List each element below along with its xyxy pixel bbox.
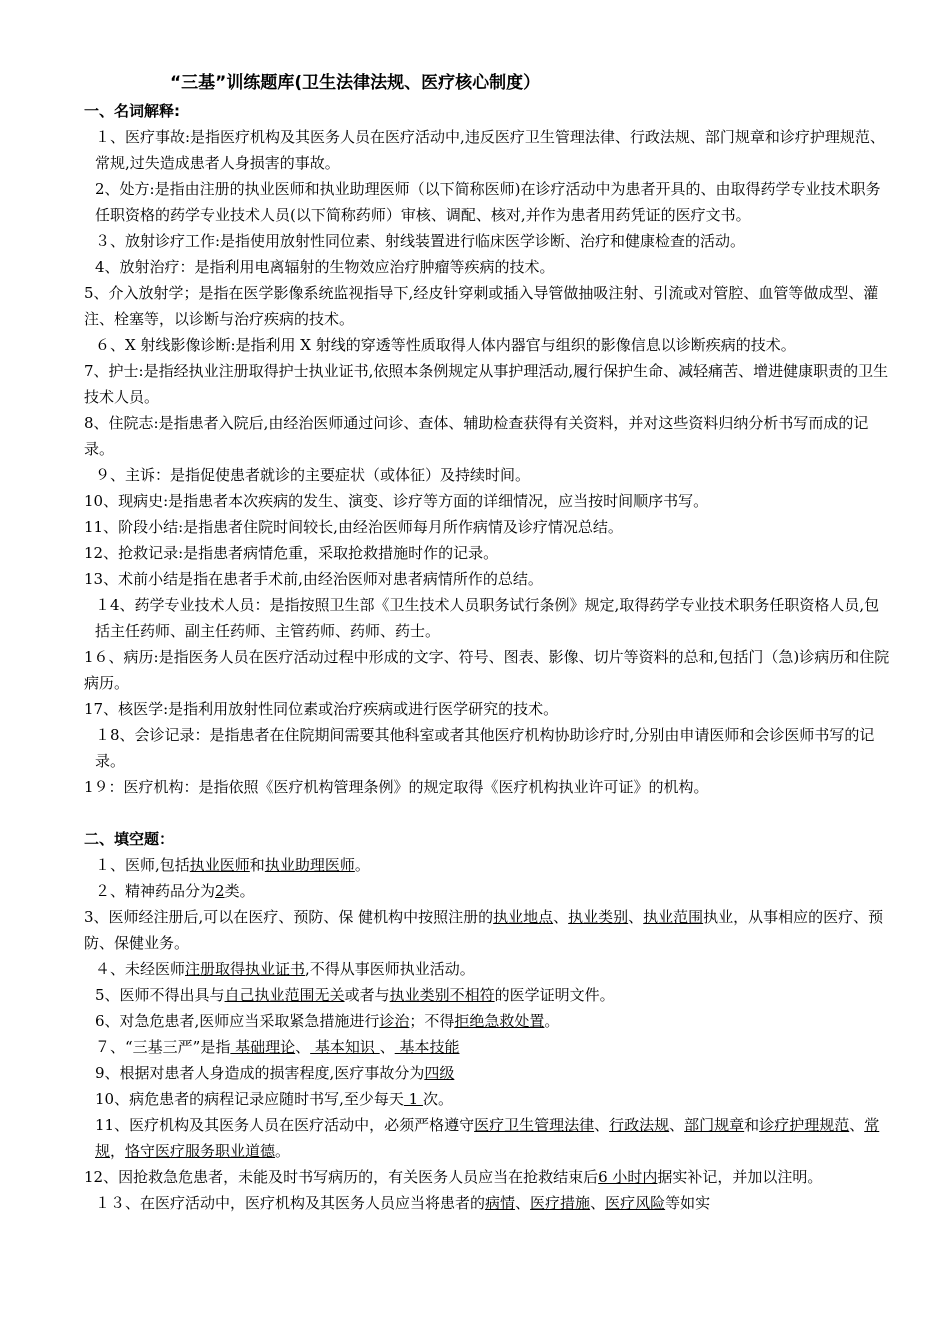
definition-item: 1６、病历:是指医务人员在医疗活动过程中形成的文字、符号、图表、影像、切片等资料的总和,包括门（急)诊病历和住院病历。	[84, 648, 890, 692]
question-text: 、	[669, 1116, 685, 1134]
definition-item: 10、现病史:是指患者本次疾病的发生、演变、诊疗等方面的详细情况，应当按时间顺序书写。	[84, 492, 709, 510]
answer-blank: 病情	[485, 1194, 516, 1212]
definition-item: 5、介入放射学；是指在医学影像系统监视指导下,经皮针穿刺或插入导管做抽吸注射、引流或对管腔、血管等做成型、灌注、栓塞等，以诊断与治疗疾病的技术。	[84, 284, 879, 328]
answer-blank: 注册取得执业证书	[185, 960, 306, 978]
fill-in-item	[84, 1008, 890, 1034]
question-text: 和	[744, 1116, 760, 1134]
question-text: 等如实	[665, 1194, 711, 1212]
answer-blank: 恪守医疗服务职业道德	[125, 1142, 276, 1160]
question-text: ７、“三基三严”是指	[95, 1038, 231, 1056]
fill-in-item	[84, 1164, 890, 1190]
answer-blank: 执业类别	[568, 908, 629, 926]
answer-blank: 2	[215, 882, 225, 900]
fill-in-item	[84, 852, 890, 878]
fill-in-item	[84, 1190, 890, 1216]
question-text: 、	[590, 1194, 606, 1212]
question-text: 11、医疗机构及其医务人员在医疗活动中，必须严格遵守	[95, 1116, 475, 1134]
definition-item: １、医疗事故:是指医疗机构及其医务人员在医疗活动中,违反医疗卫生管理法律、行政法规、部门规章和诊疗护理规范、常规,过失造成患者人身损害的事故。	[95, 128, 885, 172]
question-text: １３、在医疗活动中，医疗机构及其医务人员应当将患者的	[95, 1194, 486, 1212]
section-heading-fill-in: 二、填空题：	[84, 830, 175, 848]
answer-blank: 6 小时内	[598, 1168, 658, 1186]
answer-blank: 四级	[424, 1064, 455, 1082]
question-text: 。	[544, 1012, 560, 1030]
answer-blank: 基本技能	[394, 1038, 460, 1056]
answer-blank: 执业助理医师	[264, 856, 355, 874]
answer-blank: 基础理论	[230, 1038, 296, 1056]
fill-in-item	[84, 1086, 890, 1112]
definition-item: 7、护士:是指经执业注册取得护士执业证书,依照本条例规定从事护理活动,履行保护生命、减轻痛苦、增进健康职责的卫生技术人员。	[84, 362, 889, 406]
question-text: 次。	[422, 1090, 453, 1108]
question-text: １、医师,包括	[95, 856, 190, 874]
definition-item: 13、术前小结是指在患者手术前,由经治医师对患者病情所作的总结。	[84, 570, 543, 588]
spacer	[84, 800, 890, 826]
question-text: 、	[295, 1038, 311, 1056]
fill-in-item	[84, 1112, 890, 1164]
answer-blank: 诊治	[379, 1012, 410, 1030]
definition-item: １8、会诊记录：是指患者在住院期间需要其他科室或者其他医疗机构协助诊疗时,分别由申请医师和会诊医师书写的记录。	[95, 726, 875, 770]
fill-in-item	[84, 982, 890, 1008]
question-text: 执业，从事相应的医疗、预防、保健业务。	[84, 908, 884, 952]
question-text: ,不得从事医师执业活动。	[305, 960, 475, 978]
question-text: 。	[275, 1142, 291, 1160]
answer-blank: 执业范围	[643, 908, 704, 926]
question-text: 和	[249, 856, 265, 874]
definition-item: ３、放射诊疗工作:是指使用放射性同位素、射线装置进行临床医学诊断、治疗和健康检查的活动。	[95, 232, 746, 250]
question-text: 6、对急危患者,医师应当采取紧急措施进行	[95, 1012, 380, 1030]
document-title: “三基”训练题库(卫生法律法规、医疗核心制度）	[170, 73, 541, 93]
fill-in-item	[84, 1060, 890, 1086]
question-text: 9、根据对患者人身造成的损害程度,医疗事故分为	[95, 1064, 425, 1082]
fill-in-item	[84, 878, 890, 904]
question-text: ，	[110, 1142, 126, 1160]
question-text: ４、未经医师	[95, 960, 186, 978]
question-text: 3、医师经注册后,可以在医疗、预防、保 健机构中按照注册的	[84, 908, 494, 926]
definition-item: 1９：医疗机构：是指依照《医疗机构管理条例》的规定取得《医疗机构执业许可证》的机构。	[84, 778, 709, 796]
definition-item: １4、药学专业技术人员：是指按照卫生部《卫生技术人员职务试行条例》规定,取得药学专业技术职务任职资格人员,包括主任药师、副主任药师、主管药师、药师、药士。	[95, 596, 880, 640]
definition-item: 17、核医学:是指利用放射性同位素或治疗疾病或进行医学研究的技术。	[84, 700, 559, 718]
definition-item: 4、放射治疗：是指利用电离辐射的生物效应治疗肿瘤等疾病的技术。	[95, 258, 555, 276]
document-page	[84, 68, 890, 1216]
question-text: 、	[379, 1038, 395, 1056]
answer-blank: 诊疗护理规范	[759, 1116, 850, 1134]
definition-item: 8、住院志:是指患者入院后,由经治医师通过问诊、查体、辅助检查获得有关资料，并对这些资料归纳分析书写而成的记录。	[84, 414, 869, 458]
question-text: 5、医师不得出具与	[95, 986, 225, 1004]
answer-blank: 常规	[95, 1116, 880, 1160]
answer-blank: 医疗措施	[530, 1194, 591, 1212]
question-text: 或者与	[344, 986, 390, 1004]
question-text: 、	[553, 908, 569, 926]
section-heading-definitions: 一、名词解释:	[84, 102, 180, 120]
question-text: 10、病危患者的病程记录应随时书写,至少每天	[95, 1090, 404, 1108]
question-text: 。	[354, 856, 370, 874]
question-text: 、	[594, 1116, 610, 1134]
question-text: ２、精神药品分为	[95, 882, 216, 900]
answer-blank: 部门规章	[684, 1116, 745, 1134]
question-text: 、	[628, 908, 644, 926]
question-text: 、	[849, 1116, 865, 1134]
fill-in-list	[84, 852, 890, 1216]
answer-blank: 执业地点	[493, 908, 554, 926]
answer-blank: 执业医师	[189, 856, 250, 874]
answer-blank: 拒绝急救处置	[454, 1012, 545, 1030]
question-text: 12、因抢救急危患者，未能及时书写病历的，有关医务人员应当在抢救结束后	[84, 1168, 599, 1186]
answer-blank: 行政法规	[609, 1116, 670, 1134]
question-text: 据实补记，并加以注明。	[657, 1168, 823, 1186]
definition-item: ６、X 射线影像诊断:是指利用 X 射线的穿透等性质取得人体内器官与组织的影像信息以诊断疾病的技术。	[95, 336, 796, 354]
definition-item: 2、处方:是指由注册的执业医师和执业助理医师（以下简称医师)在诊疗活动中为患者开具的、由取得药学专业技术职务任职资格的药学专业技术人员(以下简称药师）审核、调配、核对,并作为患者用药凭证的医疗文书。	[95, 180, 881, 224]
definitions-list	[84, 124, 890, 800]
fill-in-item	[84, 1034, 890, 1060]
question-text: 类。	[224, 882, 255, 900]
definition-item: ９、主诉：是指促使患者就诊的主要症状（或体征）及持续时间。	[95, 466, 531, 484]
definition-item: 12、抢救记录:是指患者病情危重，采取抢救措施时作的记录。	[84, 544, 499, 562]
fill-in-item	[84, 956, 890, 982]
answer-blank: 1	[403, 1090, 423, 1108]
answer-blank: 基本知识	[310, 1038, 380, 1056]
answer-blank: 执业类别不相符	[389, 986, 495, 1004]
definition-item: 11、阶段小结:是指患者住院时间较长,由经治医师每月所作病情及诊疗情况总结。	[84, 518, 623, 536]
fill-in-item	[84, 904, 890, 956]
answer-blank: 医疗卫生管理法律	[474, 1116, 595, 1134]
question-text: 、	[515, 1194, 531, 1212]
answer-blank: 自己执业范围无关	[224, 986, 345, 1004]
answer-blank: 医疗风险	[605, 1194, 666, 1212]
question-text: 的医学证明文件。	[494, 986, 615, 1004]
question-text: ；不得	[409, 1012, 455, 1030]
